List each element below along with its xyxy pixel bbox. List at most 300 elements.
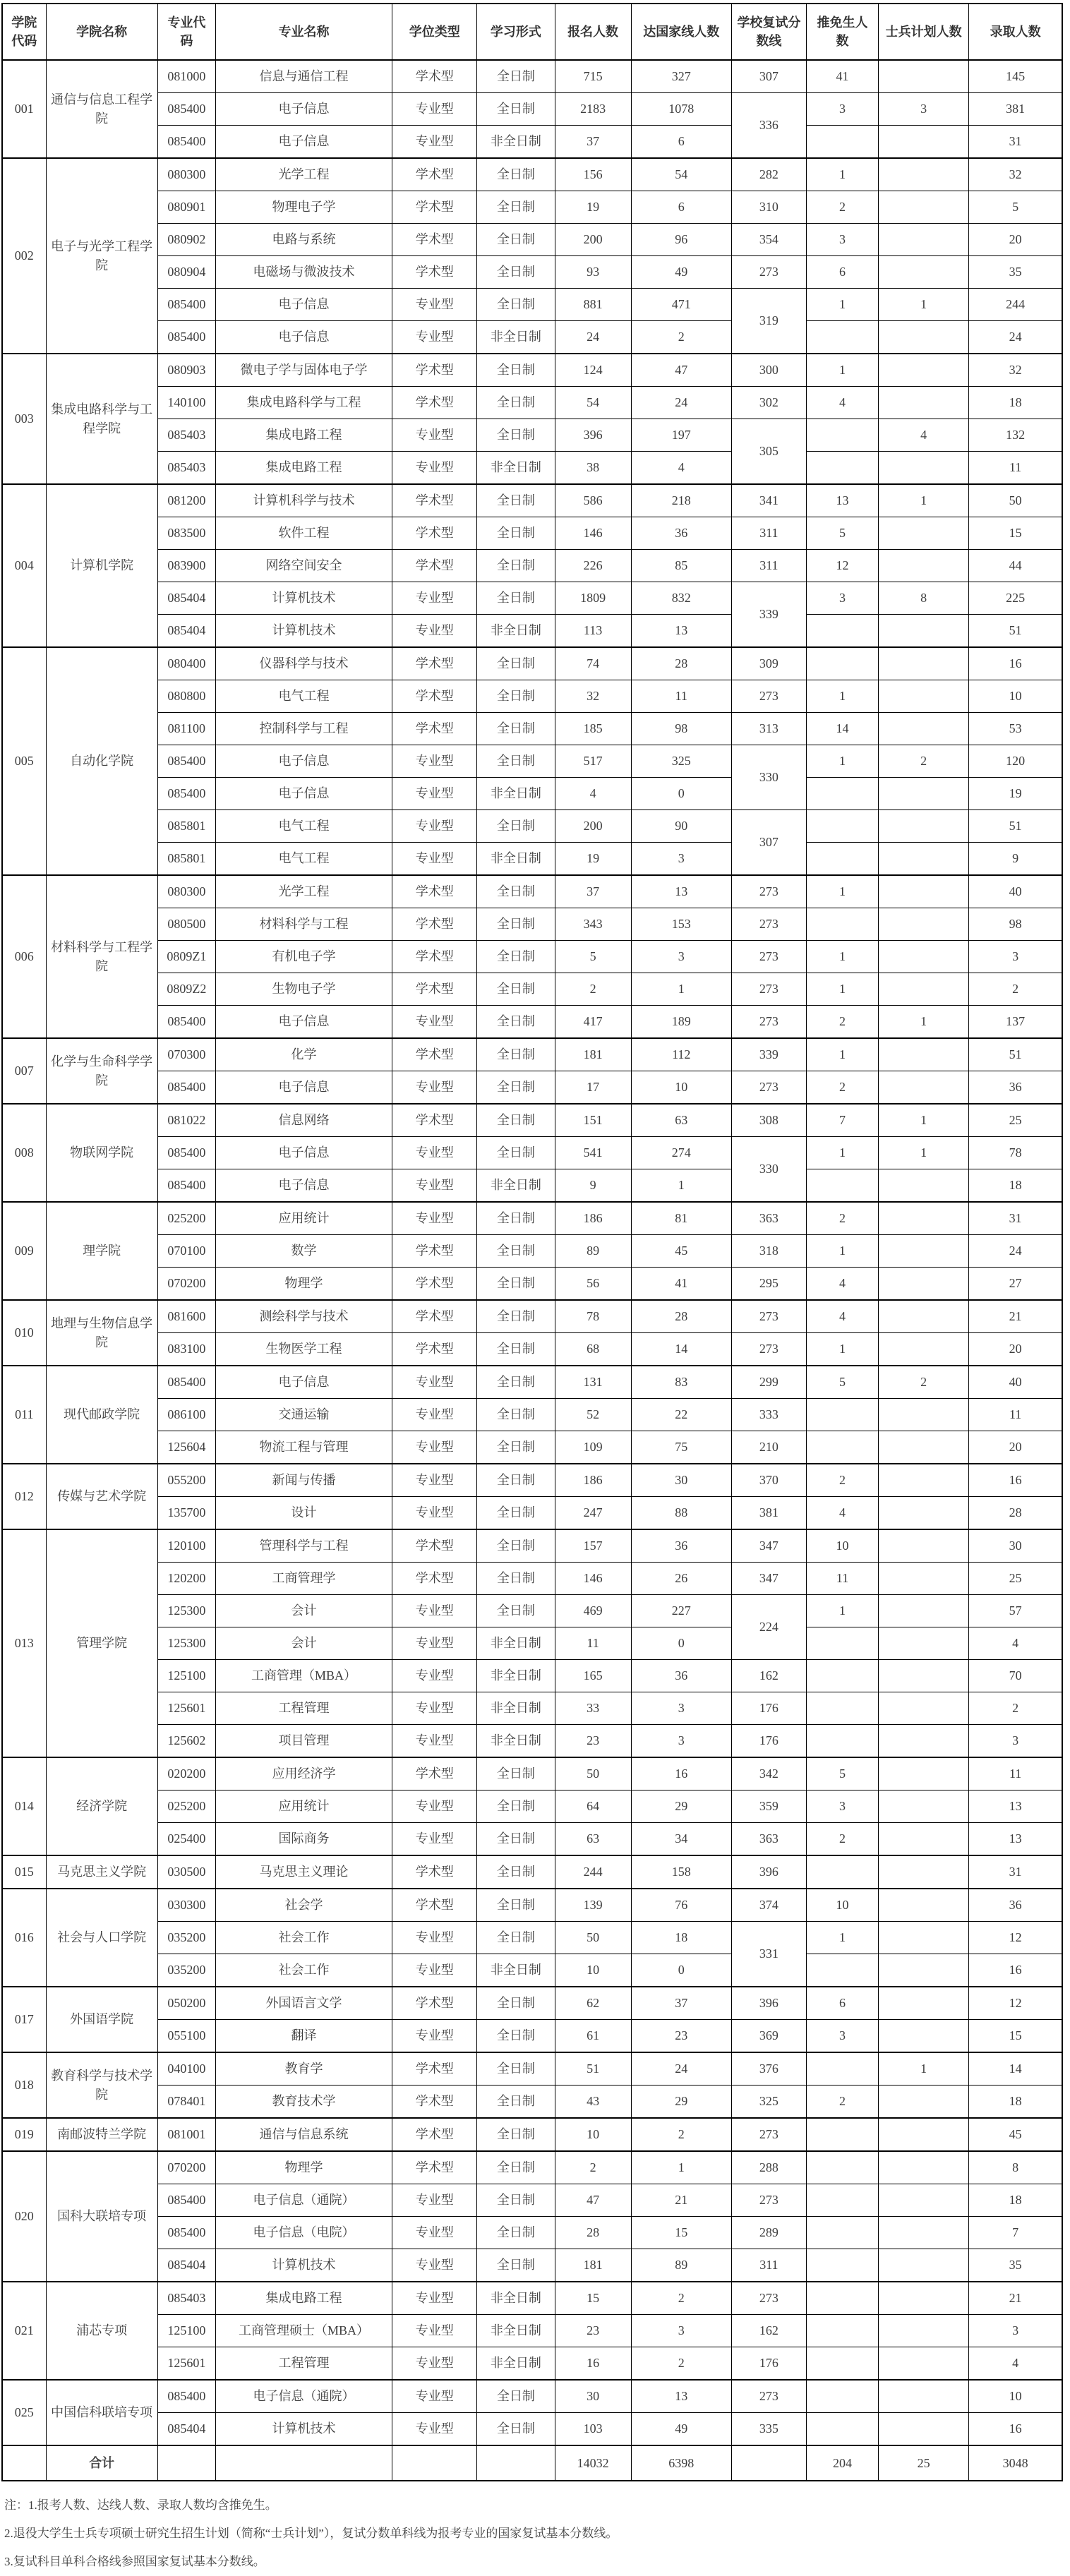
admitted-cell: 19 [969, 778, 1062, 810]
college-name-cell: 管理学院 [46, 1529, 157, 1757]
exempt-cell: 10 [806, 1889, 878, 1922]
national-line-cell: 327 [631, 60, 731, 93]
applicants-cell: 23 [555, 2315, 631, 2347]
national-line-cell: 75 [631, 1431, 731, 1464]
table-row [2, 2413, 1062, 2446]
applicants-cell: 156 [555, 158, 631, 191]
college-name-cell: 化学与生命科学学院 [46, 1038, 157, 1104]
major-code-cell: 081022 [157, 1104, 215, 1137]
exempt-cell: 1 [806, 1235, 878, 1268]
major-name-cell: 新闻与传播 [215, 1464, 392, 1497]
exempt-cell [806, 1660, 878, 1692]
school-line-cell: 347 [731, 1529, 806, 1563]
degree-type-cell: 专业型 [392, 452, 477, 485]
national-line-cell: 36 [631, 517, 731, 550]
admitted-cell: 35 [969, 256, 1062, 289]
note-1: 注：1.报考人数、达线人数、录取人数均含推免生。 [4, 2498, 277, 2512]
study-form-cell: 全日制 [477, 1038, 555, 1071]
total-admitted-cell: 3048 [969, 2445, 1062, 2481]
exempt-cell: 4 [806, 1268, 878, 1301]
admitted-cell: 25 [969, 1563, 1062, 1595]
soldier-cell [879, 1595, 969, 1627]
major-code-cell: 035200 [157, 1922, 215, 1954]
applicants-cell: 61 [555, 2020, 631, 2053]
exempt-cell: 1 [806, 354, 878, 387]
study-form-cell: 全日制 [477, 1104, 555, 1137]
college-code-cell: 001 [2, 60, 46, 158]
major-name-cell: 社会工作 [215, 1954, 392, 1987]
applicants-cell: 11 [555, 1627, 631, 1660]
applicants-cell: 124 [555, 354, 631, 387]
table-row [2, 1431, 1062, 1464]
college-name-cell: 马克思主义学院 [46, 1855, 157, 1889]
soldier-cell [879, 1333, 969, 1366]
applicants-cell: 396 [555, 419, 631, 452]
major-code-cell: 085400 [157, 1169, 215, 1203]
total-school-line-cell [731, 2445, 806, 2481]
major-code-cell: 081000 [157, 60, 215, 93]
exempt-cell [806, 615, 878, 648]
applicants-cell: 93 [555, 256, 631, 289]
soldier-cell [879, 875, 969, 908]
major-name-cell: 仪器科学与技术 [215, 647, 392, 680]
national-line-cell: 30 [631, 1464, 731, 1497]
exempt-cell: 4 [806, 387, 878, 419]
study-form-cell: 全日制 [477, 582, 555, 615]
college-code-cell: 017 [2, 1987, 46, 2052]
study-form-cell: 全日制 [477, 419, 555, 452]
header-major-code: 专业代码 [157, 4, 215, 60]
study-form-cell: 全日制 [477, 908, 555, 941]
study-form-cell: 非全日制 [477, 615, 555, 648]
total-soldier-cell: 25 [879, 2445, 969, 2481]
soldier-cell [879, 1954, 969, 1987]
soldier-cell: 1 [879, 1006, 969, 1039]
exempt-cell: 2 [806, 1071, 878, 1105]
school-line-cell: 354 [731, 224, 806, 256]
table-row [2, 713, 1062, 745]
header-major-name: 专业名称 [215, 4, 392, 60]
table-body [2, 60, 1062, 2481]
study-form-cell: 全日制 [477, 2413, 555, 2446]
college-code-cell: 010 [2, 1300, 46, 1366]
major-code-cell: 025200 [157, 1790, 215, 1823]
major-code-cell: 083900 [157, 550, 215, 582]
admitted-cell: 16 [969, 1954, 1062, 1987]
college-code-cell: 004 [2, 484, 46, 647]
national-line-cell: 2 [631, 321, 731, 354]
major-code-cell: 080300 [157, 158, 215, 191]
header-soldier-plan: 士兵计划人数 [879, 4, 969, 60]
applicants-cell: 68 [555, 1333, 631, 1366]
applicants-cell: 33 [555, 1692, 631, 1725]
soldier-cell: 1 [879, 2052, 969, 2086]
school-line-cell: 273 [731, 1333, 806, 1366]
study-form-cell: 全日制 [477, 256, 555, 289]
admitted-cell: 21 [969, 2282, 1062, 2315]
admitted-cell: 7 [969, 2217, 1062, 2249]
college-name-cell: 理学院 [46, 1202, 157, 1300]
study-form-cell: 全日制 [477, 1790, 555, 1823]
degree-type-cell: 专业型 [392, 2347, 477, 2381]
admitted-cell: 132 [969, 419, 1062, 452]
admitted-cell: 51 [969, 615, 1062, 648]
admitted-cell: 25 [969, 1104, 1062, 1137]
soldier-cell [879, 1497, 969, 1530]
degree-type-cell: 学术型 [392, 550, 477, 582]
major-name-cell: 电子信息 [215, 126, 392, 159]
table-row [2, 1563, 1062, 1595]
college-name-cell: 电子与光学工程学院 [46, 158, 157, 354]
national-line-cell: 36 [631, 1660, 731, 1692]
national-line-cell: 18 [631, 1922, 731, 1954]
exempt-cell [806, 126, 878, 159]
applicants-cell: 52 [555, 1399, 631, 1431]
study-form-cell: 全日制 [477, 680, 555, 713]
applicants-cell: 37 [555, 875, 631, 908]
national-line-cell: 1078 [631, 93, 731, 126]
school-line-cell: 333 [731, 1399, 806, 1431]
degree-type-cell: 专业型 [392, 843, 477, 876]
school-line-cell: 300 [731, 354, 806, 387]
national-line-cell: 218 [631, 484, 731, 517]
school-line-cell: 273 [731, 973, 806, 1006]
applicants-cell: 181 [555, 1038, 631, 1071]
major-name-cell: 有机电子学 [215, 941, 392, 973]
applicants-cell: 28 [555, 2217, 631, 2249]
exempt-cell [806, 2217, 878, 2249]
soldier-cell [879, 2086, 969, 2119]
table-row [2, 452, 1062, 485]
degree-type-cell: 专业型 [392, 2184, 477, 2217]
soldier-cell [879, 810, 969, 843]
school-line-cell: 305 [731, 419, 806, 485]
study-form-cell: 全日制 [477, 1235, 555, 1268]
exempt-cell [806, 2282, 878, 2315]
admitted-cell: 120 [969, 745, 1062, 778]
degree-type-cell: 专业型 [392, 1660, 477, 1692]
major-code-cell: 125300 [157, 1595, 215, 1627]
school-line-cell: 341 [731, 484, 806, 517]
applicants-cell: 10 [555, 2118, 631, 2151]
soldier-cell [879, 1300, 969, 1333]
school-line-cell: 176 [731, 1725, 806, 1758]
degree-type-cell: 学术型 [392, 1333, 477, 1366]
degree-type-cell: 学术型 [392, 1529, 477, 1563]
applicants-cell: 32 [555, 680, 631, 713]
major-code-cell: 085404 [157, 582, 215, 615]
college-name-cell: 物联网学院 [46, 1104, 157, 1202]
national-line-cell: 22 [631, 1399, 731, 1431]
admitted-cell: 35 [969, 2249, 1062, 2282]
major-code-cell: 080901 [157, 191, 215, 224]
degree-type-cell: 学术型 [392, 1104, 477, 1137]
major-code-cell: 070100 [157, 1235, 215, 1268]
table-row [2, 2118, 1062, 2151]
exempt-cell [806, 1692, 878, 1725]
total-study-form-cell [477, 2445, 555, 2481]
soldier-cell [879, 256, 969, 289]
applicants-cell: 109 [555, 1431, 631, 1464]
college-code-cell: 018 [2, 2052, 46, 2118]
school-line-cell: 310 [731, 191, 806, 224]
national-line-cell: 13 [631, 615, 731, 648]
table-row [2, 484, 1062, 517]
major-name-cell: 工程管理 [215, 1692, 392, 1725]
major-name-cell: 软件工程 [215, 517, 392, 550]
school-line-cell: 370 [731, 1464, 806, 1497]
national-line-cell: 4 [631, 452, 731, 485]
degree-type-cell: 学术型 [392, 941, 477, 973]
college-name-cell: 教育科学与技术学院 [46, 2052, 157, 2118]
table-row [2, 2052, 1062, 2086]
total-national-line-cell: 6398 [631, 2445, 731, 2481]
study-form-cell: 全日制 [477, 647, 555, 680]
major-code-cell: 085400 [157, 745, 215, 778]
applicants-cell: 146 [555, 1563, 631, 1595]
major-name-cell: 控制科学与工程 [215, 713, 392, 745]
major-name-cell: 电气工程 [215, 810, 392, 843]
college-code-cell: 016 [2, 1889, 46, 1987]
college-name-cell: 地理与生物信息学院 [46, 1300, 157, 1366]
major-code-cell: 085404 [157, 615, 215, 648]
school-line-cell: 308 [731, 1104, 806, 1137]
college-name-cell: 南邮波特兰学院 [46, 2118, 157, 2151]
soldier-cell [879, 224, 969, 256]
admitted-cell: 36 [969, 1889, 1062, 1922]
national-line-cell: 28 [631, 647, 731, 680]
college-code-cell: 025 [2, 2380, 46, 2445]
admitted-cell: 225 [969, 582, 1062, 615]
study-form-cell: 全日制 [477, 973, 555, 1006]
study-form-cell: 全日制 [477, 1431, 555, 1464]
school-line-cell: 307 [731, 810, 806, 876]
degree-type-cell: 学术型 [392, 2086, 477, 2119]
degree-type-cell: 学术型 [392, 224, 477, 256]
table-row [2, 1660, 1062, 1692]
major-name-cell: 计算机技术 [215, 615, 392, 648]
degree-type-cell: 专业型 [392, 1790, 477, 1823]
table-row [2, 1954, 1062, 1987]
national-line-cell: 325 [631, 745, 731, 778]
national-line-cell: 81 [631, 1202, 731, 1235]
degree-type-cell: 学术型 [392, 1855, 477, 1889]
school-line-cell: 335 [731, 2413, 806, 2446]
major-code-cell: 081200 [157, 484, 215, 517]
major-code-cell: 085400 [157, 126, 215, 159]
national-line-cell: 90 [631, 810, 731, 843]
admitted-cell: 31 [969, 126, 1062, 159]
degree-type-cell: 专业型 [392, 2380, 477, 2413]
school-line-cell: 313 [731, 713, 806, 745]
soldier-cell [879, 1823, 969, 1856]
admitted-cell: 24 [969, 321, 1062, 354]
major-name-cell: 应用统计 [215, 1202, 392, 1235]
national-line-cell: 3 [631, 1725, 731, 1758]
exempt-cell [806, 647, 878, 680]
major-name-cell: 生物医学工程 [215, 1333, 392, 1366]
major-name-cell: 计算机技术 [215, 582, 392, 615]
major-name-cell: 电磁场与微波技术 [215, 256, 392, 289]
major-code-cell: 125300 [157, 1627, 215, 1660]
table-row [2, 2282, 1062, 2315]
national-line-cell: 16 [631, 1757, 731, 1790]
degree-type-cell: 专业型 [392, 1399, 477, 1431]
table-row [2, 60, 1062, 93]
soldier-cell [879, 2249, 969, 2282]
header-exempt: 推免生人数 [806, 4, 878, 60]
college-name-cell: 传媒与艺术学院 [46, 1464, 157, 1529]
degree-type-cell: 专业型 [392, 1464, 477, 1497]
school-line-cell: 311 [731, 2249, 806, 2282]
degree-type-cell: 学术型 [392, 647, 477, 680]
college-name-cell: 集成电路科学与工程学院 [46, 354, 157, 484]
degree-type-cell: 专业型 [392, 1497, 477, 1530]
major-code-cell: 083500 [157, 517, 215, 550]
exempt-cell [806, 2249, 878, 2282]
study-form-cell: 全日制 [477, 484, 555, 517]
admitted-cell: 51 [969, 1038, 1062, 1071]
degree-type-cell: 学术型 [392, 2151, 477, 2184]
admitted-cell: 16 [969, 2413, 1062, 2446]
exempt-cell: 2 [806, 191, 878, 224]
national-line-cell: 45 [631, 1235, 731, 1268]
soldier-cell [879, 1038, 969, 1071]
study-form-cell: 全日制 [477, 93, 555, 126]
school-line-cell: 325 [731, 2086, 806, 2119]
national-line-cell: 2 [631, 2347, 731, 2381]
major-name-cell: 信息网络 [215, 1104, 392, 1137]
soldier-cell [879, 1725, 969, 1758]
admitted-cell: 18 [969, 2086, 1062, 2119]
study-form-cell: 全日制 [477, 60, 555, 93]
study-form-cell: 全日制 [477, 1006, 555, 1039]
applicants-cell: 165 [555, 1660, 631, 1692]
school-line-cell: 396 [731, 1987, 806, 2020]
school-line-cell: 318 [731, 1235, 806, 1268]
major-name-cell: 物流工程与管理 [215, 1431, 392, 1464]
note-3: 3.复试科目单科合格线参照国家复试基本分数线。 [4, 2554, 265, 2568]
table-row [2, 191, 1062, 224]
major-name-cell: 工程管理 [215, 2347, 392, 2381]
admitted-cell: 27 [969, 1268, 1062, 1301]
applicants-cell: 78 [555, 1300, 631, 1333]
major-code-cell: 055200 [157, 1464, 215, 1497]
soldier-cell [879, 1627, 969, 1660]
national-line-cell: 1 [631, 2151, 731, 2184]
table-row [2, 1169, 1062, 1203]
exempt-cell [806, 419, 878, 452]
college-code-cell: 009 [2, 1202, 46, 1300]
major-code-cell: 125601 [157, 1692, 215, 1725]
major-code-cell: 081100 [157, 713, 215, 745]
table-row [2, 256, 1062, 289]
major-code-cell: 025400 [157, 1823, 215, 1856]
degree-type-cell: 学术型 [392, 158, 477, 191]
study-form-cell: 全日制 [477, 1071, 555, 1105]
soldier-cell [879, 1563, 969, 1595]
table-row [2, 1235, 1062, 1268]
major-code-cell: 030300 [157, 1889, 215, 1922]
degree-type-cell: 专业型 [392, 1366, 477, 1399]
total-row [2, 2445, 1062, 2481]
school-line-cell: 369 [731, 2020, 806, 2053]
study-form-cell: 全日制 [477, 354, 555, 387]
total-major-code-cell [157, 2445, 215, 2481]
major-name-cell: 电子信息 [215, 1169, 392, 1203]
table-row [2, 647, 1062, 680]
major-name-cell: 计算机技术 [215, 2249, 392, 2282]
major-code-cell: 085400 [157, 1071, 215, 1105]
table-row [2, 1529, 1062, 1563]
exempt-cell [806, 2118, 878, 2151]
admitted-cell: 40 [969, 875, 1062, 908]
exempt-cell: 2 [806, 1823, 878, 1856]
major-code-cell: 085404 [157, 2249, 215, 2282]
major-code-cell: 085400 [157, 1137, 215, 1169]
national-line-cell: 83 [631, 1366, 731, 1399]
exempt-cell: 1 [806, 680, 878, 713]
major-code-cell: 0809Z2 [157, 973, 215, 1006]
college-code-cell: 006 [2, 875, 46, 1038]
degree-type-cell: 专业型 [392, 126, 477, 159]
study-form-cell: 全日制 [477, 1464, 555, 1497]
school-line-cell: 282 [731, 158, 806, 191]
exempt-cell [806, 1855, 878, 1889]
study-form-cell: 全日制 [477, 2052, 555, 2086]
national-line-cell: 2 [631, 2282, 731, 2315]
applicants-cell: 63 [555, 1823, 631, 1856]
admitted-cell: 24 [969, 1235, 1062, 1268]
admitted-cell: 5 [969, 191, 1062, 224]
study-form-cell: 全日制 [477, 1137, 555, 1169]
major-code-cell: 125602 [157, 1725, 215, 1758]
applicants-cell: 186 [555, 1202, 631, 1235]
study-form-cell: 全日制 [477, 2380, 555, 2413]
admitted-cell: 20 [969, 1333, 1062, 1366]
exempt-cell: 3 [806, 582, 878, 615]
school-line-cell: 162 [731, 2315, 806, 2347]
national-line-cell: 29 [631, 1790, 731, 1823]
major-name-cell: 集成电路工程 [215, 2282, 392, 2315]
major-name-cell: 管理科学与工程 [215, 1529, 392, 1563]
major-code-cell: 070200 [157, 1268, 215, 1301]
school-line-cell: 336 [731, 93, 806, 159]
applicants-cell: 586 [555, 484, 631, 517]
study-form-cell: 全日制 [477, 1366, 555, 1399]
national-line-cell: 36 [631, 1529, 731, 1563]
soldier-cell [879, 1790, 969, 1823]
major-name-cell: 电气工程 [215, 843, 392, 876]
applicants-cell: 181 [555, 2249, 631, 2282]
national-line-cell: 3 [631, 1692, 731, 1725]
exempt-cell: 3 [806, 224, 878, 256]
exempt-cell: 2 [806, 1202, 878, 1235]
soldier-cell [879, 2118, 969, 2151]
national-line-cell: 1 [631, 973, 731, 1006]
admitted-cell: 9 [969, 843, 1062, 876]
exempt-cell [806, 2380, 878, 2413]
study-form-cell: 全日制 [477, 1823, 555, 1856]
exempt-cell: 1 [806, 289, 878, 321]
college-code-cell: 019 [2, 2118, 46, 2151]
college-name-cell: 社会与人口学院 [46, 1889, 157, 1987]
admitted-cell: 244 [969, 289, 1062, 321]
major-name-cell: 电子信息 [215, 745, 392, 778]
major-code-cell: 035200 [157, 1954, 215, 1987]
college-code-cell: 021 [2, 2282, 46, 2380]
major-name-cell: 电子信息 [215, 1006, 392, 1039]
